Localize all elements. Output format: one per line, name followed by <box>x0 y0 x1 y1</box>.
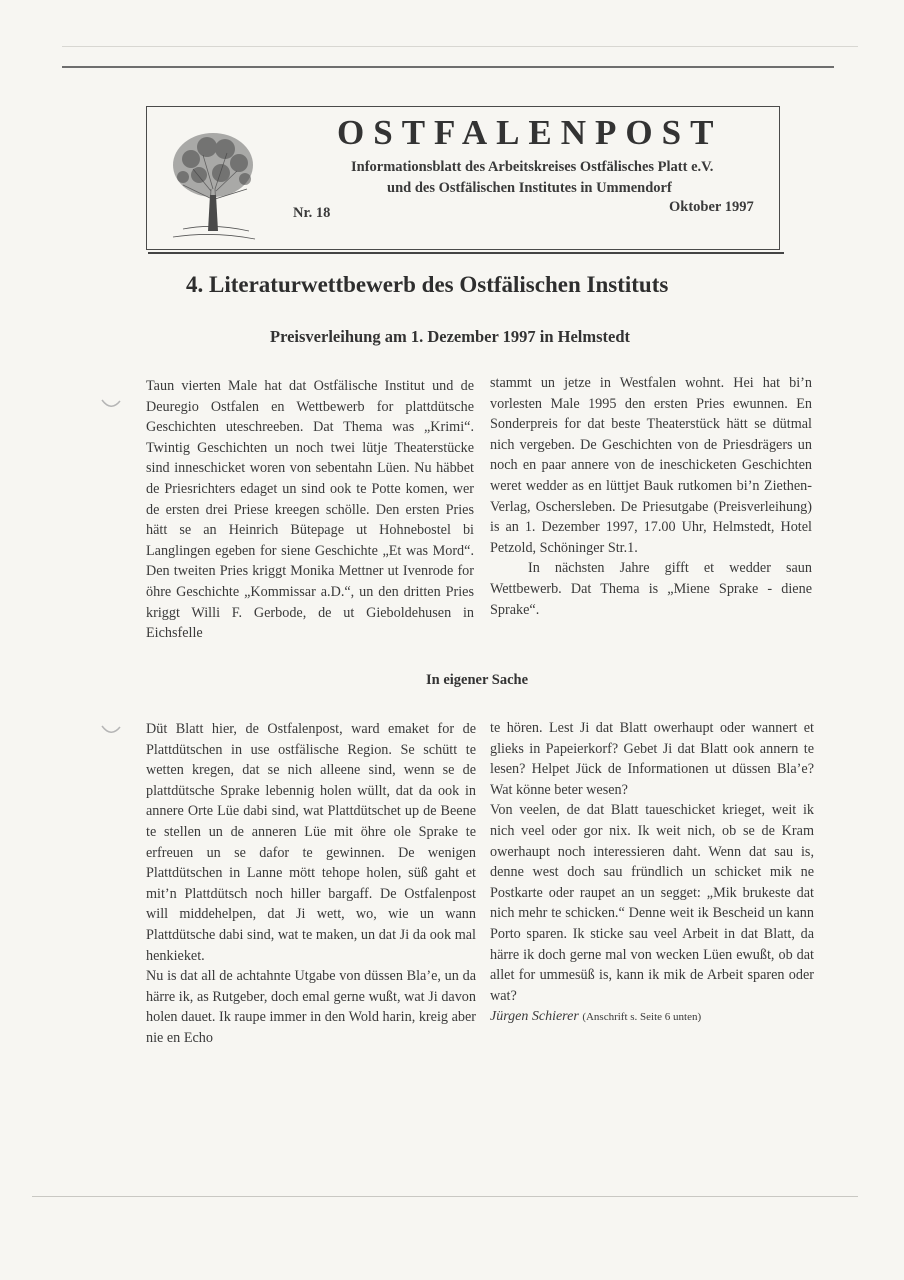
top-rule <box>62 66 834 68</box>
section-heading: In eigener Sache <box>426 672 529 688</box>
author-signature <box>490 1006 814 1028</box>
punch-hole-mark-icon <box>100 724 122 736</box>
masthead-underline <box>148 252 784 254</box>
bottom-rule <box>32 1196 858 1197</box>
author-note: (Anschrift s. Seite 6 unten) <box>582 1011 702 1024</box>
issue-number: Nr. 18 <box>293 205 331 221</box>
article1-column-right <box>490 373 812 620</box>
oak-tree-icon <box>163 119 263 245</box>
article1-paragraph: Taun vierten Male hat dat Ostfälische Institut und de Deuregio Ostfalen en Wettbewerb for plattdütsche Geschichten uteschreeben. Dat Thema was „Krimi“. Twintig Geschichten un noch twei lütje Theaterstücke sind inneschicket woren von sebentahn Lüen. Nu häbbet de Priesrichters edaget un sind ook te Potte komen, wer de ersten drei Priese kreegen schölle. Den ersten Pries hätt se an Heinrich Bütepage ut Hohnebostel bi Langlingen egeben for siene Geschichte „Et was Mord“. Den tweiten Pries kriggt Monika Mettner ut Ivenrode for öhre Geschichte „Kommissar a.D.“, un den dritten Pries kriggt Willi F. Gerbode, de ut Gieboldehusen in Eichsfelle <box>146 378 474 642</box>
article2-column-left <box>146 719 476 1049</box>
article2-paragraph: Nu is dat all de achtahnte Utgabe von düssen Bla’e, un da härre ik, as Rutgeber, doch emal gerne wußt, wat Ji davon holen dauet. Ik raupe immer in den Wold harin, kreig aber nie en Echo <box>146 968 476 1046</box>
article1-column-left <box>146 376 474 644</box>
article2-column-right <box>490 718 814 1028</box>
article2-paragraph: te hören. Lest Ji dat Blatt owerhaupt oder wannert et glieks in Papeierkorf? Gebet Ji dat Blatt ook annern te lesen? Helpet Jück de Informationen ut düssen Bla’e? Wat könne beter wesen? <box>490 720 814 798</box>
article-headline: 4. Literaturwettbewerb des Ostfälischen Instituts <box>186 272 669 297</box>
masthead-subtitle-line2: und des Ostfälischen Institutes in Ummendorf <box>387 180 672 196</box>
article2-paragraph: Düt Blatt hier, de Ostfalenpost, ward emaket for de Plattdütschen in use ostfälische Region. Se schütt te wetten kregen, dat se nich alleene sind, wenn se de plattdütsche Sprake lebennig holen wüllt, dat da ook in annere Orte Lüe dabi sind, wat Plattdütschet up de Beene te stellen un de anneren Lüe mit öhre ole Sprake te erfreuen un se dafor te gewinnen. De wenigen Plattdütschen in Lanne mött tehope holen, süß gaht et mit’n Plattdütsch noch hiller bargaff. De Ostfalenpost will middehelpen, dat Ji wett, wo, wie un wann Plattdütsche dabi sind, wat te maken, un dat Ji da ook mal henkieket. <box>146 721 476 964</box>
article1-paragraph: stammt un jetze in Westfalen wohnt. Hei hat bi’n vorlesten Male 1995 den ersten Pries ewunnen. En Sonderpreis for dat beste Theaterstück hätt se dütmal nich vergeben. De Geschichten von de Priesdrägers un noch en paar annere von de ineschicketen Geschichten weret wedder as en lüttjet Bauk rutkomen bi’n Ziethen-Verlag, Oschersleben. De Priesutgabe (Preisverleihung) is an 1. Dezember 1997, 17.00 Uhr, Helmstedt, Hotel Petzold, Schöninger Str.1. <box>490 375 812 556</box>
issue-date: Oktober 1997 <box>669 199 754 215</box>
masthead-box <box>146 106 780 250</box>
article-subheadline: Preisverleihung am 1. Dezember 1997 in Helmstedt <box>270 327 631 346</box>
top-faint-rule <box>62 46 858 47</box>
article2-paragraph: Von veelen, de dat Blatt taueschicket krieget, weit ik nich veel oder gor nix. Ik weit nich, ob se de Kram owerhaupt noch interessieren daht. Wenn dat sau is, denne west doch sau fründlich un schicket mik ne Postkarte oder raupet an un segget: „Mik brukeste dat nich mehr te schicken.“ Denne weit ik Bescheid un kann Porto sparen. Ik sticke sau veel Arbeit in dat Blatt, da härre ik doch gerne mal von wecken Lüen ewußt, ob dat allet for ummesüß is, kann ik mik de Arbeit sparen oder wat? <box>490 802 814 1004</box>
author-name: Jürgen Schierer <box>490 1009 579 1025</box>
article1-paragraph: In nächsten Jahre gifft et wedder saun Wettbewerb. Dat Thema is „Miene Sprake - diene Sprake“. <box>490 560 812 618</box>
punch-hole-mark-icon <box>100 398 122 410</box>
masthead-title: OSTFALENPOST <box>337 113 723 152</box>
masthead-subtitle-line1: Informationsblatt des Arbeitskreises Ostfälisches Platt e.V. <box>351 159 714 175</box>
